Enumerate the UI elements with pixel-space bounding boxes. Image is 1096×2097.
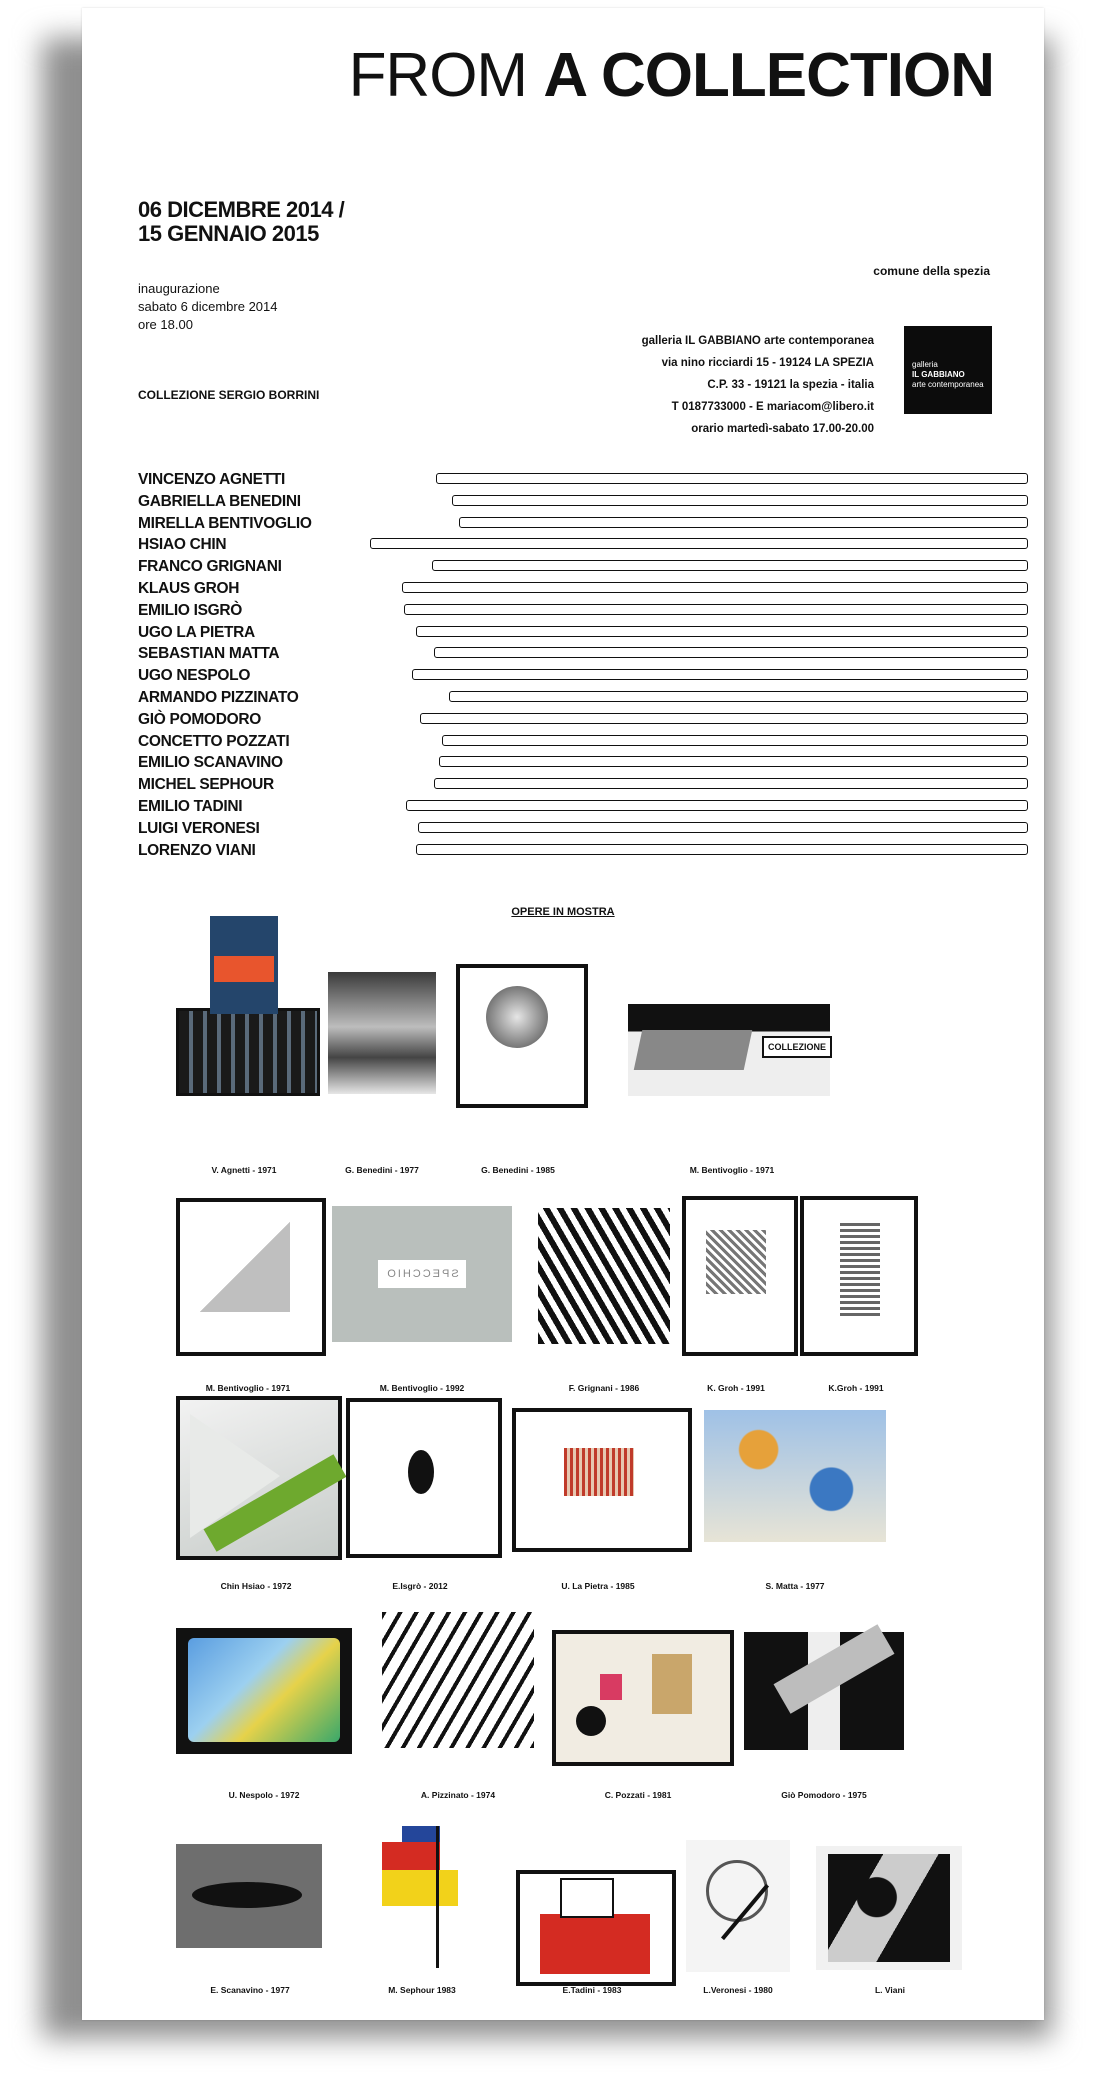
artist-name: KLAUS GROH (138, 579, 240, 597)
works-heading: OPERE IN MOSTRA (511, 906, 615, 918)
artwork-caption: F. Grignani - 1986 (568, 1383, 640, 1393)
benedini-1977-artwork (328, 972, 436, 1094)
artist-name: FRANCO GRIGNANI (138, 558, 282, 576)
artist-bar (406, 800, 1028, 811)
title-part-1: FROM (348, 41, 528, 110)
artist-row (138, 818, 1028, 840)
isgro-artwork (346, 1398, 502, 1558)
artist-name: UGO LA PIETRA (138, 623, 255, 641)
artist-row (138, 622, 1028, 644)
artist-row (138, 687, 1028, 709)
tadini-artwork (516, 1870, 676, 1986)
artist-row (138, 643, 1028, 665)
artist-bar (402, 582, 1028, 593)
artist-name: LUIGI VERONESI (138, 819, 260, 837)
artwork-caption: G. Benedini - 1985 (481, 1165, 555, 1175)
agnetti-book (210, 916, 278, 1014)
artist-name: GIÒ POMODORO (138, 710, 261, 728)
artist-bar (459, 517, 1028, 528)
artist-name: EMILIO SCANAVINO (138, 754, 283, 772)
artwork-caption: V. Agnetti - 1971 (211, 1165, 277, 1175)
logo-line: galleria (912, 360, 938, 369)
artist-name: MICHEL SEPHOUR (138, 776, 274, 794)
poster (82, 8, 1044, 2020)
artist-bar (434, 647, 1028, 658)
veronesi-artwork (686, 1840, 790, 1972)
artist-row (138, 709, 1028, 731)
pizzinato-artwork (382, 1612, 534, 1748)
artwork-caption: M. Sephour 1983 (388, 1985, 456, 1995)
bentivoglio-1992-artwork (332, 1206, 512, 1342)
benedini-1985-artwork (456, 964, 588, 1108)
artist-list (138, 469, 1028, 861)
la-pietra-artwork (512, 1408, 692, 1552)
artist-row (138, 774, 1028, 796)
artwork-caption: L. Viani (874, 1985, 906, 1995)
artist-row (138, 578, 1028, 600)
municipality-credit: comune della spezia (873, 264, 990, 278)
artist-row (138, 534, 1028, 556)
artist-name: LORENZO VIANI (138, 841, 256, 859)
grignani-artwork (538, 1208, 670, 1344)
artwork-caption: E.Isgrò - 2012 (392, 1581, 448, 1591)
artwork-caption: E.Tadini - 1983 (562, 1985, 622, 1995)
artist-name: UGO NESPOLO (138, 667, 251, 685)
artist-name: HSIAO CHIN (138, 536, 227, 554)
gallery-line: galleria IL GABBIANO arte contemporanea (641, 335, 874, 347)
artwork-caption: K.Groh - 1991 (828, 1383, 884, 1393)
gallery-line: C.P. 33 - 19121 la spezia - italia (707, 379, 874, 391)
artwork-caption: K. Groh - 1991 (707, 1383, 765, 1393)
groh-artwork-2 (800, 1196, 918, 1356)
collection-name: COLLEZIONE SERGIO BORRINI (138, 388, 320, 402)
title-part-2: A COLLECTION (543, 41, 994, 110)
inauguration-info: inaugurazione sabato 6 dicembre 2014 ore 18.00 (138, 281, 278, 332)
artwork-caption: L.Veronesi - 1980 (703, 1985, 773, 1995)
pomodoro-artwork (744, 1632, 904, 1750)
artwork-caption: C. Pozzati - 1981 (604, 1790, 672, 1800)
artist-row (138, 469, 1028, 491)
sephour-artwork (382, 1826, 464, 1968)
artist-name: EMILIO ISGRÒ (138, 601, 243, 619)
artwork-caption: Chin Hsiao - 1972 (220, 1581, 292, 1591)
gallery-info (354, 330, 874, 440)
agnetti-artwork (176, 1008, 320, 1096)
viani-artwork (816, 1846, 962, 1970)
artist-name: EMILIO TADINI (138, 797, 243, 815)
artwork-caption: Giò Pomodoro - 1975 (781, 1790, 867, 1800)
gallery-line: via nino ricciardi 15 - 19124 LA SPEZIA (661, 357, 874, 369)
artist-row (138, 840, 1028, 862)
bentivoglio-grid-artwork (176, 1198, 326, 1356)
groh-artwork-1 (682, 1196, 798, 1356)
gallery-logo (904, 326, 992, 414)
artist-bar (432, 560, 1028, 571)
artist-row (138, 731, 1028, 753)
artist-bar (412, 669, 1028, 680)
artist-bar (452, 495, 1028, 506)
artist-name: MIRELLA BENTIVOGLIO (138, 514, 312, 532)
artist-bar (404, 604, 1028, 615)
gallery-line: T 0187733000 - E mariacom@libero.it (671, 401, 874, 413)
artist-row (138, 665, 1028, 687)
poster-title (349, 40, 994, 111)
nespolo-artwork (176, 1628, 352, 1754)
pozzati-artwork (552, 1630, 734, 1766)
matta-artwork (704, 1410, 886, 1542)
artist-bar (442, 735, 1028, 746)
artwork-caption: U. La Pietra - 1985 (561, 1581, 635, 1591)
artist-name: CONCETTO POZZATI (138, 732, 290, 750)
artwork-caption: U. Nespolo - 1972 (228, 1790, 300, 1800)
artist-bar (420, 713, 1028, 724)
artist-name: GABRIELLA BENEDINI (138, 492, 301, 510)
artist-row (138, 513, 1028, 535)
artist-row (138, 752, 1028, 774)
artist-bar (416, 844, 1028, 855)
artwork-caption: A. Pizzinato - 1974 (420, 1790, 496, 1800)
logo-line: arte contemporanea (912, 380, 984, 389)
artwork-caption: M. Bentivoglio - 1971 (205, 1383, 291, 1393)
logo-line: IL GABBIANO (912, 370, 965, 379)
artist-row (138, 796, 1028, 818)
artist-row (138, 491, 1028, 513)
artwork-caption: M. Bentivoglio - 1992 (379, 1383, 465, 1393)
artist-name: SEBASTIAN MATTA (138, 645, 280, 663)
artist-bar (436, 473, 1028, 484)
artwork-caption: E. Scanavino - 1977 (210, 1985, 290, 1995)
bentivoglio-1971-sculpture (628, 1004, 830, 1096)
artist-row (138, 556, 1028, 578)
artwork-specchio-text: SPECCHIO (378, 1260, 466, 1288)
artist-bar (439, 756, 1028, 767)
artwork-sign-text: COLLEZIONE (762, 1036, 832, 1058)
artist-bar (434, 778, 1028, 789)
gallery-line: orario martedì-sabato 17.00-20.00 (691, 423, 874, 435)
scanavino-artwork (176, 1844, 322, 1948)
exhibition-dates: 06 DICEMBRE 2014 / 15 GENNAIO 2015 (138, 197, 345, 246)
artist-bar (449, 691, 1028, 702)
artist-name: VINCENZO AGNETTI (138, 471, 286, 488)
chin-artwork (176, 1396, 342, 1560)
artwork-caption: S. Matta - 1977 (765, 1581, 825, 1591)
artist-bar (418, 822, 1028, 833)
artwork-caption: G. Benedini - 1977 (345, 1165, 419, 1175)
artist-row (138, 600, 1028, 622)
artist-bar (370, 538, 1028, 549)
artist-name: ARMANDO PIZZINATO (138, 688, 299, 706)
artist-bar (416, 626, 1028, 637)
artwork-caption: M. Bentivoglio - 1971 (689, 1165, 775, 1175)
